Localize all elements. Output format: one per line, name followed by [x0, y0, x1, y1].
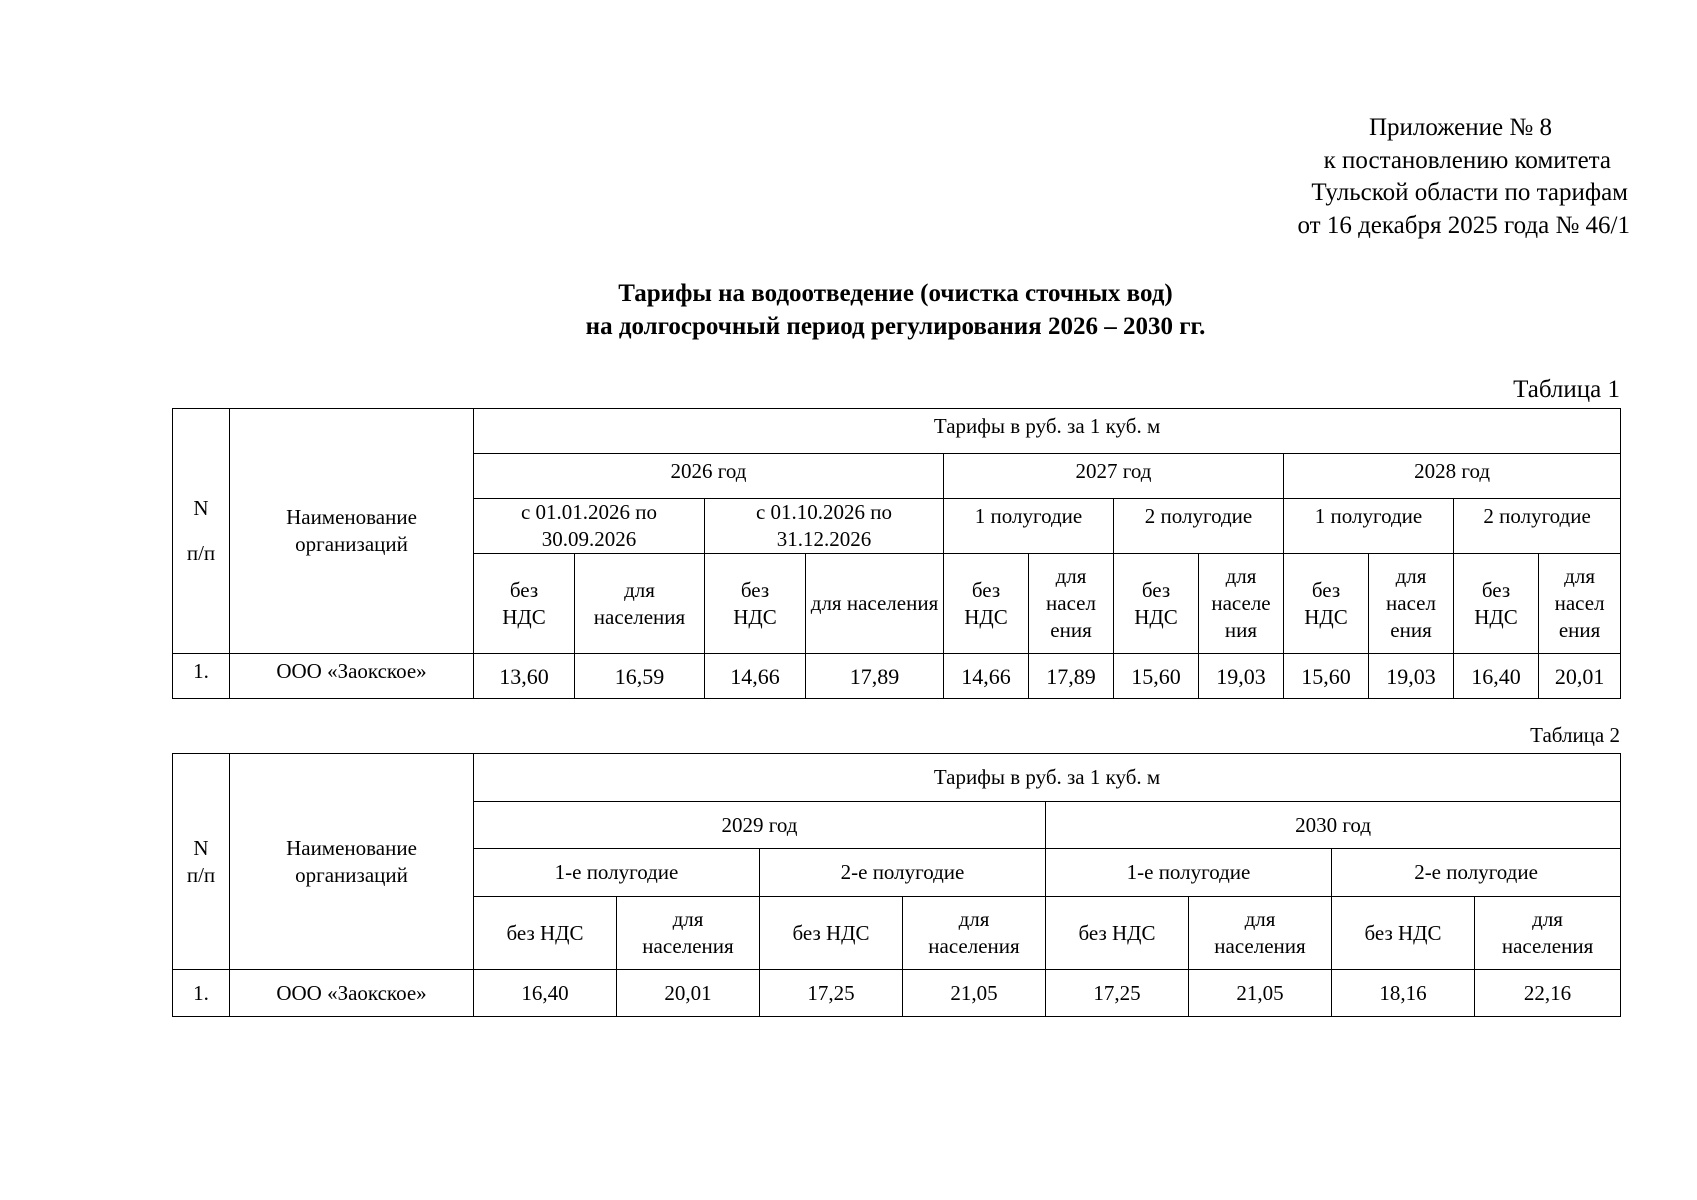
population-header: для населения [575, 554, 705, 654]
period-header: 2 полугодие [1454, 499, 1621, 554]
title-line: Тарифы на водоотведение (очистка сточных вод) [618, 280, 1173, 307]
row-number: 1. [173, 970, 230, 1017]
period-header: с 01.01.2026 по 30.09.2026 [474, 499, 705, 554]
tariff-value: 19,03 [1199, 654, 1284, 699]
tariff-value: 19,03 [1369, 654, 1454, 699]
tariff-value: 16,40 [1454, 654, 1539, 699]
table-row [173, 654, 1621, 699]
tariff-value: 17,89 [1029, 654, 1114, 699]
population-header: для населения [1475, 897, 1621, 970]
col-org-header: Наименование организаций [230, 754, 474, 970]
appendix-line: от 16 декабря 2025 года № 46/1 [1297, 211, 1630, 239]
col-n-header [173, 409, 230, 654]
no-vat-header: без НДС [705, 554, 806, 654]
population-header: для населе ния [1199, 554, 1284, 654]
period-header: с 01.10.2026 по 31.12.2026 [705, 499, 944, 554]
no-vat-header: без НДС [1332, 897, 1475, 970]
tariff-value: 15,60 [1284, 654, 1369, 699]
population-header: для насел ения [1029, 554, 1114, 654]
tariff-value: 21,05 [1189, 970, 1332, 1017]
year-header: 2028 год [1284, 454, 1621, 499]
document-title [172, 278, 1619, 343]
col-org-header: Наименование организаций [230, 409, 474, 654]
period-header: 2-е полугодие [1332, 849, 1621, 897]
tariff-value: 15,60 [1114, 654, 1199, 699]
no-vat-header: без НДС [1114, 554, 1199, 654]
appendix-block [1110, 112, 1630, 242]
period-header: 2 полугодие [1114, 499, 1284, 554]
tariff-value: 22,16 [1475, 970, 1621, 1017]
title-line: на долгосрочный период регулирования 2026 – 2030 гг. [585, 312, 1206, 340]
no-vat-header: без НДС [474, 554, 575, 654]
appendix-line: к постановлению комитета [1323, 146, 1611, 174]
tariff-value: 20,01 [1539, 654, 1621, 699]
col-n-label: п/п [186, 541, 216, 565]
col-n-label: п/п [186, 862, 216, 887]
no-vat-header: без НДС [474, 897, 617, 970]
tariffs-header: Тарифы в руб. за 1 куб. м [474, 754, 1621, 802]
period-header: 1-е полугодие [1046, 849, 1332, 897]
population-header: для населения [617, 897, 760, 970]
tariff-value: 20,01 [617, 970, 760, 1017]
col-n-label: N [193, 835, 209, 860]
tariff-value: 16,59 [575, 654, 705, 699]
tariff-value: 17,89 [806, 654, 944, 699]
tariff-table-1 [172, 408, 1621, 699]
col-n-label: N [193, 496, 209, 520]
tariff-value: 21,05 [903, 970, 1046, 1017]
table-row [173, 970, 1621, 1017]
tariff-table-2 [172, 753, 1621, 1017]
table2-label: Таблица 2 [1530, 723, 1620, 747]
no-vat-header: без НДС [1454, 554, 1539, 654]
year-header: 2029 год [474, 802, 1046, 849]
appendix-line: Тульской области по тарифам [1311, 179, 1628, 206]
no-vat-header: без НДС [944, 554, 1029, 654]
tariff-value: 17,25 [760, 970, 903, 1017]
period-header: 1-е полугодие [474, 849, 760, 897]
org-name: ООО «Заокское» [230, 970, 474, 1017]
tariff-value: 17,25 [1046, 970, 1189, 1017]
tariff-value: 14,66 [944, 654, 1029, 699]
appendix-line: Приложение № 8 [1368, 114, 1552, 141]
population-header: для населения [903, 897, 1046, 970]
org-name: ООО «Заокское» [230, 654, 474, 699]
year-header: 2030 год [1046, 802, 1621, 849]
population-header: для населения [1189, 897, 1332, 970]
tariff-value: 14,66 [705, 654, 806, 699]
col-n-header [173, 754, 230, 970]
population-header: для насел ения [1369, 554, 1454, 654]
population-header: для населения [806, 554, 944, 654]
no-vat-header: без НДС [1284, 554, 1369, 654]
no-vat-header: без НДС [760, 897, 903, 970]
no-vat-header: без НДС [1046, 897, 1189, 970]
tariff-value: 18,16 [1332, 970, 1475, 1017]
tariffs-header: Тарифы в руб. за 1 куб. м [474, 409, 1621, 454]
year-header: 2027 год [944, 454, 1284, 499]
period-header: 2-е полугодие [760, 849, 1046, 897]
tariff-value: 16,40 [474, 970, 617, 1017]
period-header: 1 полугодие [1284, 499, 1454, 554]
tariff-value: 13,60 [474, 654, 575, 699]
population-header: для насел ения [1539, 554, 1621, 654]
row-number: 1. [173, 654, 230, 699]
period-header: 1 полугодие [944, 499, 1114, 554]
year-header: 2026 год [474, 454, 944, 499]
table1-label: Таблица 1 [1513, 376, 1620, 403]
